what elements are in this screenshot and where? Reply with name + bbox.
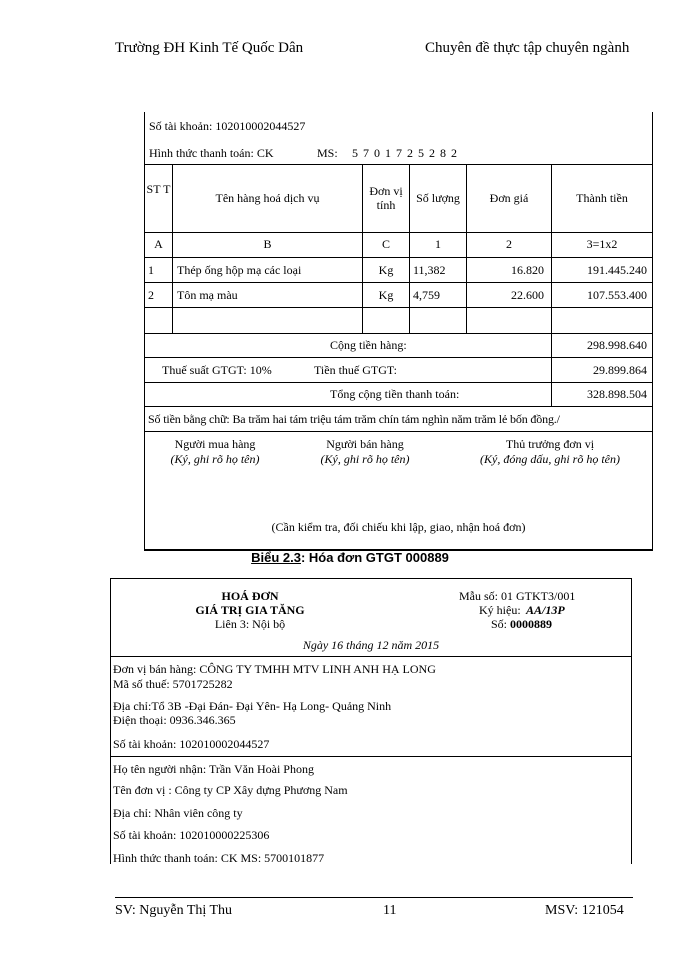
col-unit: Đơn vị tính: [369, 184, 403, 212]
row-total: 191.445.240: [587, 263, 647, 277]
footer-student-id: MSV: 121054: [545, 903, 624, 918]
buyer-unit: Tên đơn vị : Công ty CP Xây dựng Phương Nam: [113, 783, 348, 797]
buyer-bank-account: Số tài khoản: 102010000225306: [113, 828, 270, 842]
invoice-copy: Liên 3: Nội bộ: [214, 617, 286, 631]
col-qty: Số lượng: [416, 191, 460, 205]
buyer-payment: Hình thức thanh toán: CK MS: 5700101877: [113, 851, 325, 865]
serial-label: Ký hiệu:: [479, 603, 521, 617]
row-qty: 11,382: [413, 263, 446, 277]
signature-director-title: Thủ trưởng đơn vị: [505, 437, 595, 451]
row-price: 22.600: [511, 288, 544, 302]
ms-label: MS:: [317, 146, 338, 160]
footer-student: SV: Nguyễn Thị Thu: [115, 903, 233, 918]
col-total: Thành tiền: [576, 191, 628, 205]
seller-address: Địa chỉ:Tổ 3B -Đại Đán- Đại Yên- Hạ Long- Quảng Ninh: [113, 699, 392, 713]
code-total: 3=1x2: [586, 237, 618, 251]
row-unit: Kg: [378, 263, 394, 277]
code-unit: C: [381, 237, 390, 251]
signature-seller-note: (Ký, ghi rõ họ tên): [320, 452, 410, 466]
invoice-date: Ngày 16 tháng 12 năm 2015: [302, 638, 440, 652]
seller-bank-account: Số tài khoản: 102010002044527: [113, 737, 270, 751]
header-topic: Chuyên đề thực tập chuyên ngành: [425, 40, 630, 56]
check-note: (Cần kiểm tra, đối chiếu khi lập, giao, nhận hoá đơn): [271, 520, 526, 534]
row-total: 107.553.400: [587, 288, 647, 302]
footer-page-number: 11: [383, 903, 397, 918]
row-name: Thép ống hộp mạ các loại: [177, 263, 302, 277]
amount-in-words: Số tiền bằng chữ: Ba trăm hai tám triệu tám trăm chín tám nghìn năm trăm lẻ bốn đồng./: [148, 412, 560, 426]
caption-prefix: Biểu 2.3: [251, 550, 301, 565]
seller-account: Số tài khoản: 102010002044527: [149, 119, 306, 133]
vat-rate: Thuế suất GTGT: 10%: [162, 363, 272, 377]
subtotal-value: 298.998.640: [587, 338, 647, 352]
buyer-address: Địa chỉ: Nhân viên công ty: [113, 806, 243, 820]
seller-phone: Điện thoại: 0936.346.365: [113, 713, 236, 727]
footer-rule: [115, 897, 633, 898]
vat-value: 29.899.864: [593, 363, 647, 377]
row-qty: 4,759: [413, 288, 440, 302]
code-name: B: [263, 237, 272, 251]
col-name: Tên hàng hoá dịch vụ: [215, 191, 320, 205]
signature-buyer-note: (Ký, ghi rõ họ tên): [170, 452, 260, 466]
ms-value: 5 7 0 1 7 2 5 2 8 2: [352, 146, 458, 160]
number-value: 0000889: [510, 617, 552, 631]
payment-method: Hình thức thanh toán: CK: [149, 146, 274, 160]
code-stt: A: [154, 237, 163, 251]
seller-name: Đơn vị bán hàng: CÔNG TY TMHH MTV LINH ANH HẠ LONG: [113, 662, 436, 676]
code-qty: 1: [435, 237, 441, 251]
header-school: Trường ĐH Kinh Tế Quốc Dân: [115, 40, 304, 56]
serial-value: AA/13P: [526, 603, 565, 617]
figure-caption: [0, 550, 700, 565]
row-price: 16.820: [511, 263, 544, 277]
signature-seller-title: Người bán hàng: [326, 437, 404, 451]
vat-label: Tiền thuế GTGT:: [314, 363, 397, 377]
invoice-title: HOÁ ĐƠN: [221, 589, 279, 603]
invoice-subtitle: GIÁ TRỊ GIA TĂNG: [195, 603, 305, 617]
row-stt: 1: [148, 263, 154, 277]
col-price: Đơn giá: [489, 191, 529, 205]
caption-text: : Hóa đơn GTGT 000889: [300, 550, 449, 565]
col-stt: ST T: [146, 182, 171, 196]
row-name: Tôn mạ màu: [177, 288, 238, 302]
number-label: Số:: [491, 617, 508, 631]
code-price: 2: [506, 237, 512, 251]
signature-director-note: (Ký, đóng dấu, ghi rõ họ tên): [480, 452, 620, 466]
row-unit: Kg: [378, 288, 394, 302]
signature-buyer-title: Người mua hàng: [174, 437, 256, 451]
form-number: Mẫu số: 01 GTKT3/001: [459, 589, 576, 603]
grand-total-value: 328.898.504: [587, 387, 647, 401]
subtotal-label: Cộng tiền hàng:: [330, 338, 407, 352]
buyer-name: Họ tên người nhận: Trần Văn Hoài Phong: [113, 762, 314, 776]
grand-total-label: Tổng cộng tiền thanh toán:: [330, 387, 460, 401]
seller-tax-code: Mã số thuế: 5701725282: [113, 677, 233, 691]
row-stt: 2: [148, 288, 154, 302]
